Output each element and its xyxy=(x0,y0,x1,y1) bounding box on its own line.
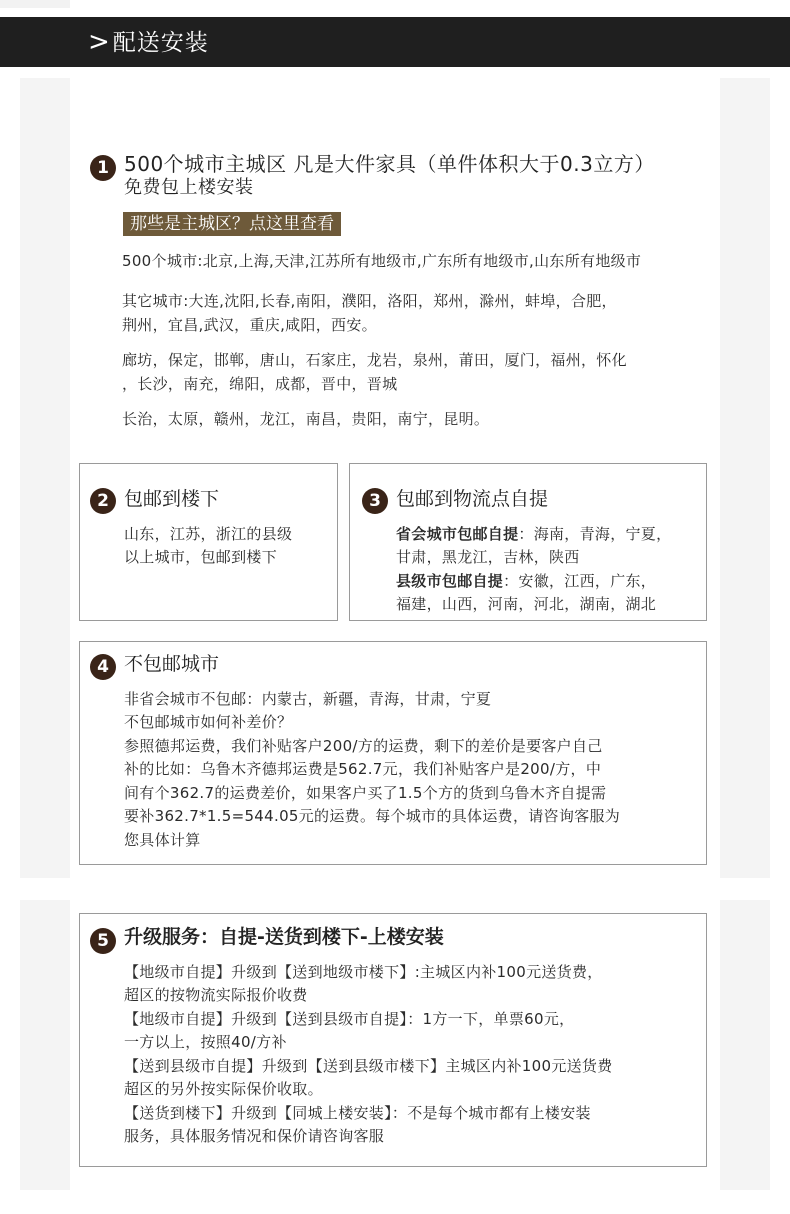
main-district-link[interactable]: 那些是主城区？点这里查看 xyxy=(123,212,341,236)
city-list-line: ，长沙，南充，绵阳，成都，晋中，晋城 xyxy=(122,375,398,393)
section2-text: 以上城市，包邮到楼下 xyxy=(124,548,278,566)
page-title xyxy=(88,28,209,57)
section5-text: 服务，具体服务情况和保价请咨询客服 xyxy=(124,1127,385,1145)
section2-text: 山东，江苏，浙江的县级 xyxy=(124,525,293,543)
section4-text: 非省会城市不包邮：内蒙古，新疆，青海，甘肃，宁夏 xyxy=(124,690,492,708)
section5-text: 【地级市自提】升级到【送到县级市自提】：1方一下，单票60元， xyxy=(124,1010,575,1028)
section-header xyxy=(0,17,790,67)
page-title-text: 配送安装 xyxy=(112,30,209,56)
county-text: ：安徽，江西，广东， xyxy=(503,572,657,590)
step-number-3: 3 xyxy=(362,488,388,514)
bg-panel-left xyxy=(20,78,70,878)
section4-title: 不包邮城市 xyxy=(124,653,220,675)
section5-text: 【地级市自提】升级到【送到地级市楼下】:主城区内补100元送货费， xyxy=(124,963,603,981)
chevron-right-icon: > xyxy=(88,27,111,57)
section5-text: 【送到县级市自提】升级到【送到县级市楼下】主城区内补100元送货费 xyxy=(124,1057,613,1075)
section4-text: 间有个362.7的运费差价，如果客户买了1.5个方的货到乌鲁木齐自提需 xyxy=(124,784,607,802)
provincial-text: ：海南，青海，宁夏， xyxy=(518,525,672,543)
county-label: 县级市包邮自提 xyxy=(396,572,504,590)
section3-provincial-line2: 甘肃，黑龙江，吉林，陕西 xyxy=(396,548,580,566)
section4-text: 您具体计算 xyxy=(124,831,201,849)
section3-county-line2: 福建，山西，河南，河北，湖南，湖北 xyxy=(396,595,657,613)
step-number-4: 4 xyxy=(90,654,116,680)
section5-text: 【送货到楼下】升级到【同城上楼安装】：不是每个城市都有上楼安装 xyxy=(124,1104,591,1122)
section4-text: 要补362.7*1.5=544.05元的运费。每个城市的具体运费，请咨询客服为 xyxy=(124,807,621,825)
provincial-label: 省会城市包邮自提 xyxy=(396,525,519,543)
section4-text: 不包邮城市如何补差价？ xyxy=(124,713,293,731)
bg-panel-right-2 xyxy=(720,900,770,1190)
section3-title: 包邮到物流点自提 xyxy=(396,488,549,510)
section5-title: 升级服务：自提-送货到楼下-上楼安装 xyxy=(124,926,444,948)
section1-title-line1: 500个城市主城区 凡是大件家具（单件体积大于0.3立方） xyxy=(124,152,655,176)
section4-text: 补的比如：乌鲁木齐德邦运费是562.7元，我们补贴客户是200/方，中 xyxy=(124,760,602,778)
section5-text: 超区的按物流实际报价收费 xyxy=(124,986,308,1004)
top-strip xyxy=(0,0,70,8)
section1-title-line2: 免费包上楼安装 xyxy=(124,177,254,198)
section5-text: 一方以上，按照40/方补 xyxy=(124,1033,287,1051)
step-number-2: 2 xyxy=(90,488,116,514)
section2-title: 包邮到楼下 xyxy=(124,488,220,510)
section4-text: 参照德邦运费，我们补贴客户200/方的运费，剩下的差价是要客户自己 xyxy=(124,737,603,755)
section3-provincial-line xyxy=(396,523,671,546)
city-list-line: 荆州，宜昌,武汉，重庆,咸阳，西安。 xyxy=(122,316,377,334)
step-number-1: 1 xyxy=(90,155,116,181)
bg-panel-left-2 xyxy=(20,900,70,1190)
city-list-line: 长治，太原，赣州，龙江，南昌，贵阳，南宁，昆明。 xyxy=(122,410,490,428)
bg-panel-right xyxy=(720,78,770,878)
step-number-5: 5 xyxy=(90,928,116,954)
section5-text: 超区的另外按实际保价收取。 xyxy=(124,1080,323,1098)
city-list-line: 其它城市:大连,沈阳,长春,南阳，濮阳，洛阳，郑州，滁州，蚌埠，合肥， xyxy=(122,292,617,310)
city-list-line: 500个城市:北京,上海,天津,江苏所有地级市,广东所有地级市,山东所有地级市 xyxy=(122,252,642,270)
section3-county-line xyxy=(396,570,656,593)
city-list-line: 廊坊，保定，邯郸，唐山，石家庄，龙岩，泉州，莆田，厦门，福州，怀化 xyxy=(122,351,627,369)
